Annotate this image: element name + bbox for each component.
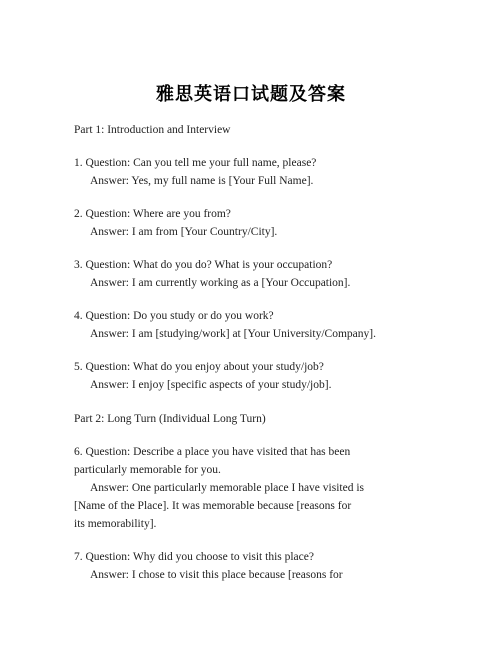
answer-6-line-2: [Name of the Place]. It was memorable because [reasons for	[74, 500, 352, 512]
answer-2: Answer: I am from [Your Country/City].	[90, 226, 278, 238]
answer-4: Answer: I am [studying/work] at [Your University/Company].	[90, 328, 376, 340]
page-title: 雅思英语口试题及答案	[156, 84, 346, 105]
answer-5: Answer: I enjoy [specific aspects of your study/job].	[90, 379, 332, 391]
question-1: 1. Question: Can you tell me your full name, please?	[74, 157, 317, 169]
question-5: 5. Question: What do you enjoy about your study/job?	[74, 361, 324, 373]
answer-6-line-1: Answer: One particularly memorable place I have visited is	[90, 482, 364, 494]
answer-3: Answer: I am currently working as a [Your Occupation].	[90, 277, 351, 289]
question-3: 3. Question: What do you do? What is your occupation?	[74, 259, 333, 271]
answer-6-line-3: its memorability].	[74, 518, 157, 530]
answer-7-line-1: Answer: I chose to visit this place because [reasons for	[90, 569, 343, 581]
answer-1: Answer: Yes, my full name is [Your Full Name].	[90, 175, 314, 187]
part2-heading: Part 2: Long Turn (Individual Long Turn)	[74, 413, 266, 425]
question-7: 7. Question: Why did you choose to visit this place?	[74, 551, 314, 563]
question-6-line-2: particularly memorable for you.	[74, 464, 221, 476]
question-4: 4. Question: Do you study or do you work?	[74, 310, 274, 322]
part1-heading: Part 1: Introduction and Interview	[74, 124, 231, 136]
question-2: 2. Question: Where are you from?	[74, 208, 231, 220]
question-6-line-1: 6. Question: Describe a place you have visited that has been	[74, 446, 351, 458]
